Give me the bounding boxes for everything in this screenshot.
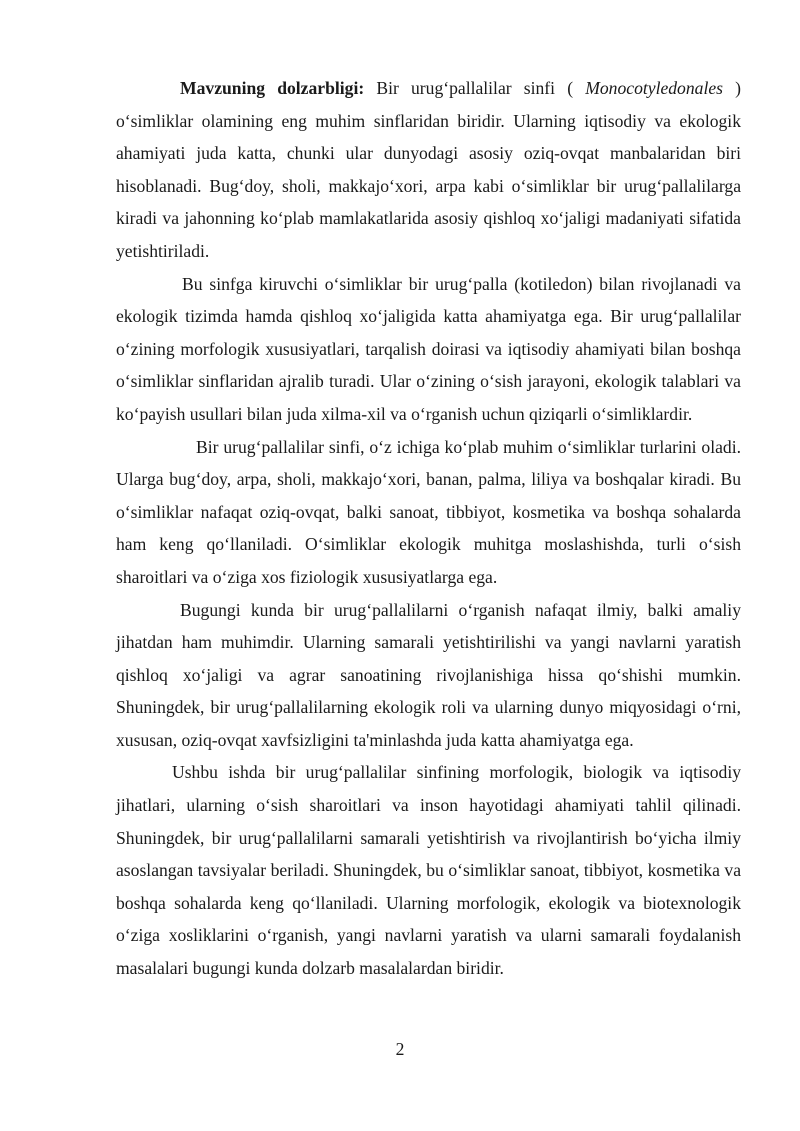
section-heading-relevance: Mavzuning dolzarbligi:: [180, 78, 365, 98]
paragraph-text: Bir urug‘pallalilar sinfi (: [364, 78, 586, 98]
paragraph-importance: Bugungi kunda bir urug‘pallalilarni o‘rganish nafaqat ilmiy, balki amaliy jihatdan ham muhimdir. Ularning samarali yetishtirilishi va yangi navlarni yaratish qishloq xo‘jaligi va agrar sanoatining rivojlanishiga hissa qo‘shishi mumkin. Shuningdek, bir urug‘pallalilarning ekologik roli va ularning dunyo miqyosidagi o‘rni, xususan, oziq-ovqat xavfsizligini ta'minlashda juda katta ahamiyatga ega.: [116, 599, 741, 750]
paragraph-species: Bir urug‘pallalilar sinfi, o‘z ichiga ko‘plab muhim o‘simliklar turlarini oladi. Ularga bug‘doy, arpa, sholi, makkajo‘xori, banan, palma, liliya va boshqalar kiradi. Bu o‘simliklar nafaqat oziq-ovqat, balki sanoat, tibbiyot, kosmetika va boshqa sohalarda ham keng qo‘llaniladi. O‘simliklar ekologik muhitga moslashishda, turli o‘sish sharoitlari va o‘ziga xos fiziologik xususiyatlarga ega.: [116, 436, 741, 587]
paragraph-relevance: [116, 72, 741, 268]
paragraph-work-scope: Ushbu ishda bir urug‘pallalilar sinfining morfologik, biologik va iqtisodiy jihatlari, ularning o‘sish sharoitlari va inson hayotidagi ahamiyati tahlil qilinadi. Shuningdek, bir urug‘pallalilarni samarali yetishtirish va rivojlantirish bo‘yicha ilmiy asoslangan tavsiyalar beriladi. Shuningdek, bu o‘simliklar sanoat, tibbiyot, kosmetika va boshqa sohalarda keng qo‘llaniladi. Ularning morfologik, ekologik va biotexnologik o‘ziga xosliklarini o‘rganish, yangi navlarni yaratish va ularni samarali foydalanish masalalari bugungi kunda dolzarb masalalardan biridir.: [116, 762, 741, 979]
paragraph-text: ) o‘simliklar olamining eng muhim sinflaridan biridir. Ularning iqtisodiy va ekologik ahamiyati juda katta, chunki ular dunyodagi asosiy oziq-ovqat manbalaridan biri hisoblanadi. Bug‘doy, sholi, makkajo‘xori, arpa kabi o‘simliklar bir urug‘pallalilarga kiradi va jahonning ko‘plab mamlakatlarida asosiy qishloq xo‘jaligi madaniyati sifatida yetishtiriladi.: [116, 78, 742, 261]
page-number: 2: [395, 1039, 405, 1059]
latin-class-name: Monocotyledonales: [585, 78, 723, 98]
paragraph-class-description: Bu sinfga kiruvchi o‘simliklar bir urug‘palla (kotiledon) bilan rivojlanadi va ekologik tizimda hamda qishloq xo‘jaligida katta ahamiyatga ega. Bir urug‘pallalilar o‘zining morfologik xususiyatlari, tarqalish doirasi va iqtisodiy ahamiyati bilan boshqa o‘simliklar sinflaridan ajralib turadi. Ular o‘zining o‘sish jarayoni, ekologik talablari va ko‘payish usullari bilan juda xilma-xil va o‘rganish uchun qiziqarli o‘simliklardir.: [116, 273, 741, 424]
document-page: [116, 72, 741, 985]
